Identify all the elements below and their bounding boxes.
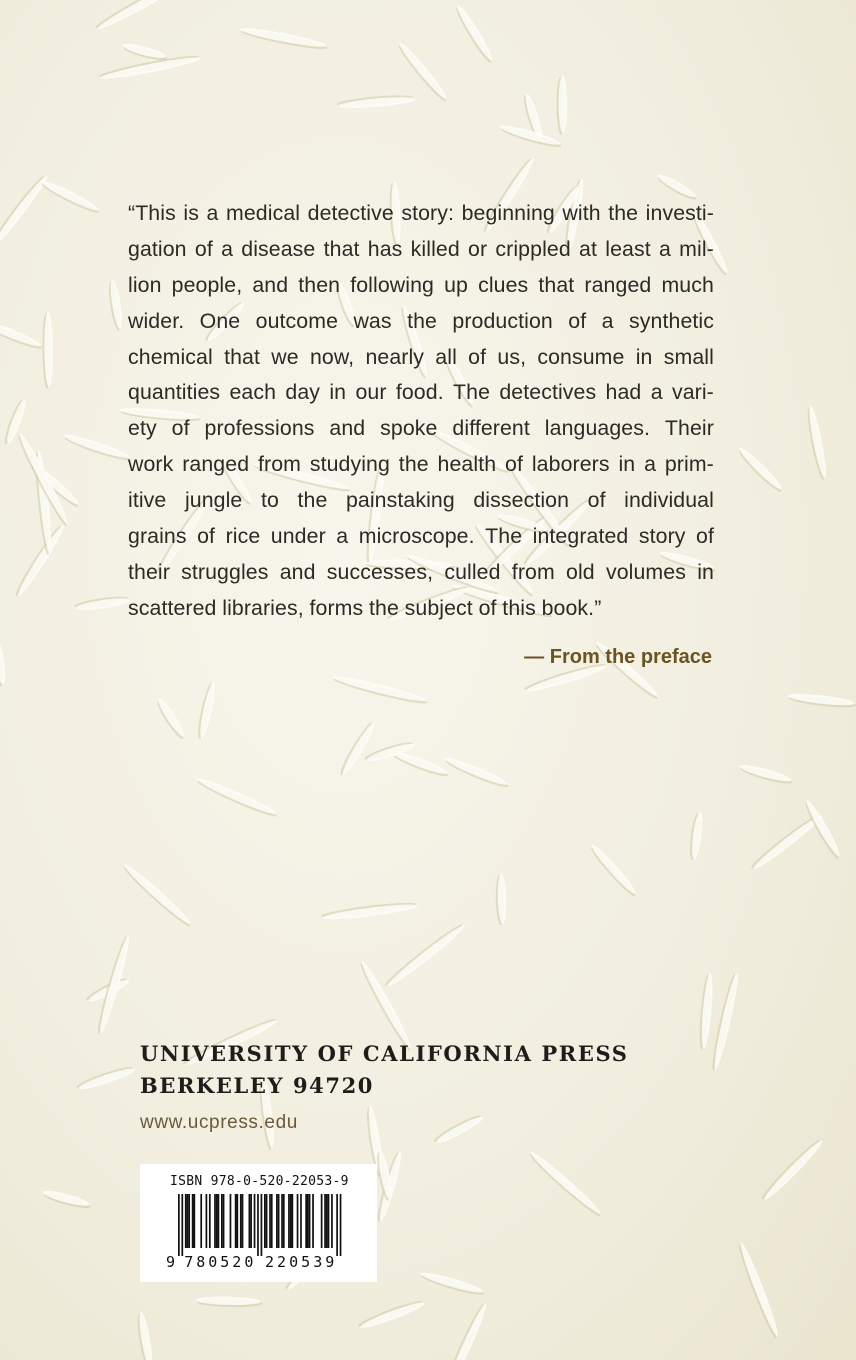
quote-word: a: [658, 236, 671, 261]
quote-word: mil-: [679, 236, 714, 261]
quote-word: grains: [128, 524, 187, 549]
barcode-digit: 5: [220, 1253, 230, 1271]
rice-grain: [441, 1301, 490, 1360]
quote-word: we: [271, 344, 299, 369]
quote-word: health: [437, 452, 497, 477]
quote-word: of: [505, 452, 523, 477]
barcode-digit: 9: [166, 1253, 176, 1271]
quote-word: itive: [128, 488, 167, 513]
quote-word: under: [270, 524, 326, 549]
barcode-bars: [164, 1194, 364, 1278]
barcode-bar: [276, 1194, 278, 1248]
barcode-bar: [266, 1194, 268, 1248]
quote-word: the: [608, 201, 639, 225]
quote-word: painstaking: [345, 488, 455, 513]
barcode-bar: [214, 1194, 216, 1248]
quote-word: now,: [309, 344, 355, 369]
rice-grain: [39, 178, 102, 216]
quote-word: forms: [309, 595, 364, 620]
quote-word: a: [601, 308, 614, 333]
quote-word: food.: [395, 380, 444, 405]
quote-word: day: [285, 380, 321, 405]
rice-grain: [526, 1148, 604, 1219]
rice-grain: [238, 25, 328, 52]
quote-word: individual: [624, 488, 714, 513]
quote-word: of: [197, 524, 216, 549]
quote-word: integrated: [532, 524, 629, 549]
quote-word: in: [697, 559, 714, 584]
barcode-bar: [250, 1194, 252, 1248]
quote-word: studying: [309, 452, 390, 477]
quote-line: [128, 483, 714, 519]
quote-word: subject: [404, 595, 473, 620]
barcode-bar: [300, 1194, 302, 1248]
quote-word: culled: [444, 559, 501, 584]
quote-line: [128, 340, 714, 376]
publisher-block: [140, 1038, 629, 1102]
quote-word: small: [663, 344, 714, 369]
rice-grain: [587, 842, 639, 899]
quote-word: languages.: [544, 416, 651, 441]
barcode-digit: 2: [265, 1253, 275, 1271]
quote-word: much: [661, 272, 714, 297]
quote-word: a: [650, 380, 663, 405]
barcode-bar: [209, 1194, 211, 1248]
rice-grain: [74, 594, 132, 612]
barcode-bar: [309, 1194, 311, 1248]
quote-word: to: [260, 488, 279, 513]
barcode-bar: [312, 1194, 314, 1248]
quote-word: that: [538, 272, 575, 297]
quote-word: The: [453, 380, 491, 405]
quote-word: outcome: [255, 308, 339, 333]
rice-grain: [154, 697, 188, 742]
barcode-bar: [283, 1194, 285, 1248]
quote-word: work: [128, 452, 174, 477]
quote-word: in: [329, 380, 347, 405]
quote-word: quantities: [128, 380, 221, 405]
barcode-bar: [288, 1194, 290, 1248]
barcode-bar: [307, 1194, 309, 1248]
quote-word: of: [194, 236, 213, 261]
quote-word: all: [435, 344, 457, 369]
quote-line: [128, 196, 714, 232]
quote-word: up: [444, 272, 468, 297]
barcode-digit: 2: [232, 1253, 242, 1271]
quote-attribution: — From the preface: [524, 646, 712, 668]
quote-word: microscope.: [358, 524, 475, 549]
quote-word: is: [183, 201, 199, 225]
quote-word: following: [350, 272, 434, 297]
barcode-bar: [230, 1194, 232, 1248]
quote-word: One: [199, 308, 241, 333]
rice-grain: [709, 972, 741, 1072]
barcode-bar: [269, 1194, 271, 1248]
quote-word: prim-: [664, 452, 714, 477]
quote-word: scattered: [128, 595, 217, 620]
quote-line: [128, 591, 714, 627]
quote-word: then: [298, 272, 341, 297]
barcode-bar: [188, 1194, 190, 1248]
quote-word: “This: [128, 201, 176, 225]
barcode-bar: [264, 1194, 266, 1248]
rice-grain: [93, 0, 190, 33]
rice-grain: [195, 681, 218, 740]
quote-word: jungle: [184, 488, 243, 513]
rice-grain: [0, 318, 44, 352]
barcode-bar: [331, 1194, 333, 1248]
barcode-bar: [185, 1194, 187, 1248]
quote-word: libraries,: [222, 595, 304, 620]
quote-line: [128, 519, 714, 555]
quote-word: clues: [478, 272, 529, 297]
publisher-website: www.ucpress.edu: [140, 1112, 298, 1133]
quote-word: beginning: [461, 201, 555, 225]
quote-word: synthetic: [629, 308, 714, 333]
quote-word: this: [502, 595, 536, 620]
barcode-bar: [200, 1194, 202, 1248]
quote-word: medical: [226, 201, 301, 225]
rice-grain: [194, 775, 279, 820]
quote-word: and: [279, 559, 316, 584]
rice-grain: [42, 311, 53, 389]
barcode-bar: [321, 1194, 323, 1248]
quote-word: people,: [171, 272, 243, 297]
rice-grain: [787, 692, 856, 710]
barcode-bar: [254, 1194, 256, 1248]
quote-word: professions: [204, 416, 315, 441]
rice-grain: [556, 75, 567, 135]
quote-word: the: [297, 488, 328, 513]
quote-word: our: [355, 380, 387, 405]
isbn-barcode: [140, 1164, 377, 1282]
rice-grain: [688, 811, 705, 861]
rice-grain: [135, 1311, 155, 1360]
rice-grain: [804, 405, 829, 481]
quote-word: from: [511, 559, 555, 584]
rice-grain: [41, 1188, 92, 1211]
barcode-bar: [221, 1194, 223, 1248]
quote-word: had: [605, 380, 642, 405]
rice-grain: [331, 673, 429, 707]
quote-word: book.”: [541, 595, 602, 620]
quote-word: the: [398, 452, 429, 477]
quote-word: at: [579, 236, 597, 261]
quote-word: story:: [401, 201, 455, 225]
quote-word: crippled: [495, 236, 571, 261]
quote-word: lion: [128, 272, 162, 297]
barcode-bar: [181, 1194, 183, 1256]
quote-word: ety: [128, 416, 157, 441]
quote-word: that: [323, 236, 360, 261]
quote-word: wider.: [128, 308, 185, 333]
quote-word: or: [468, 236, 488, 261]
quote-word: detective: [307, 201, 394, 225]
barcode-digit: 0: [208, 1253, 218, 1271]
rice-grain: [452, 3, 496, 65]
rice-grain: [120, 862, 194, 930]
barcode-bar: [261, 1194, 263, 1256]
barcode-bar: [218, 1194, 220, 1248]
barcode-bar: [278, 1194, 280, 1248]
barcode-bar: [271, 1194, 273, 1248]
barcode-bar: [206, 1194, 208, 1248]
quote-word: ranged: [182, 452, 250, 477]
rice-grain: [395, 40, 451, 104]
barcode-bar: [340, 1194, 342, 1256]
quote-word: laborers: [531, 452, 610, 477]
publisher-city: BERKELEY 94720: [140, 1073, 374, 1098]
rice-grain: [735, 1241, 782, 1340]
quote-word: rice: [225, 524, 261, 549]
quote-word: volumes: [605, 559, 686, 584]
barcode-bar: [324, 1194, 326, 1248]
barcode-bar: [281, 1194, 283, 1248]
barcode-bar: [292, 1194, 294, 1248]
quote-word: us,: [497, 344, 527, 369]
quote-word: the: [368, 595, 399, 620]
rice-grain: [94, 934, 132, 1036]
quote-word: dissection: [473, 488, 570, 513]
quote-word: investi-: [645, 201, 714, 225]
quote-word: that: [224, 344, 261, 369]
rice-grain: [495, 874, 507, 925]
isbn-label: ISBN 978-0-520-22053-9: [170, 1174, 349, 1189]
barcode-bar: [328, 1194, 330, 1248]
quote-word: nearly: [365, 344, 425, 369]
quote-line: [128, 304, 714, 340]
quote-word: production: [452, 308, 553, 333]
quote-word: each: [229, 380, 277, 405]
quote-word: a: [221, 236, 234, 261]
rice-grain: [320, 900, 418, 922]
quote-word: old: [566, 559, 595, 584]
rice-grain: [337, 719, 378, 778]
quote-line: [128, 268, 714, 304]
barcode-bar: [236, 1194, 238, 1248]
barcode-bar: [336, 1194, 338, 1256]
barcode-bar: [257, 1194, 259, 1256]
quote-word: chemical: [128, 344, 213, 369]
quote-word: story: [638, 524, 686, 549]
quote-word: struggles: [181, 559, 269, 584]
barcode-digit: 9: [325, 1253, 335, 1271]
quote-word: of: [587, 488, 606, 513]
barcode-bar: [193, 1194, 195, 1248]
barcode-bar: [297, 1194, 299, 1248]
preface-quote: [128, 196, 714, 627]
quote-word: of: [696, 524, 714, 549]
quote-word: has: [367, 236, 403, 261]
barcode-digit: 2: [277, 1253, 287, 1271]
quote-line: [128, 375, 714, 411]
barcode-bar: [240, 1194, 242, 1248]
rice-grain: [735, 445, 785, 495]
quote-word: in: [618, 452, 636, 477]
quote-word: ranged: [584, 272, 652, 297]
quote-word: spoke: [380, 416, 438, 441]
quote-line: [128, 555, 714, 591]
quote-word: consume: [537, 344, 625, 369]
rice-grain: [106, 279, 124, 331]
rice-grain: [12, 522, 66, 599]
quote-word: detectives: [499, 380, 597, 405]
publisher-name: UNIVERSITY OF CALIFORNIA PRESS: [140, 1041, 629, 1066]
quote-word: The: [485, 524, 523, 549]
barcode-digit: 0: [289, 1253, 299, 1271]
quote-line: [128, 232, 714, 268]
barcode-digit: 5: [301, 1253, 311, 1271]
quote-word: in: [635, 344, 653, 369]
barcode-digit: 8: [196, 1253, 206, 1271]
quote-word: and: [329, 416, 366, 441]
barcode-bar: [290, 1194, 292, 1248]
rice-grain: [432, 1112, 485, 1147]
quote-word: was: [353, 308, 392, 333]
quote-line: [128, 411, 714, 447]
rice-grain: [336, 93, 415, 110]
quote-word: and: [252, 272, 289, 297]
quote-word: with: [562, 201, 601, 225]
quote-word: vari-: [671, 380, 714, 405]
barcode-bar: [216, 1194, 218, 1248]
quote-word: different: [452, 416, 530, 441]
quote-word: gation: [128, 236, 187, 261]
quote-word: their: [128, 559, 170, 584]
quote-word: Their: [664, 416, 714, 441]
barcode-digit: 0: [244, 1253, 254, 1271]
rice-grain: [195, 1296, 262, 1308]
quote-word: successes,: [326, 559, 434, 584]
quote-word: of: [468, 344, 487, 369]
quote-word: least: [605, 236, 651, 261]
barcode-digit: 3: [313, 1253, 323, 1271]
quote-word: a: [644, 452, 657, 477]
quote-word: the: [407, 308, 437, 333]
quote-word: of: [568, 308, 587, 333]
quote-word: of: [478, 595, 497, 620]
barcode-bar: [326, 1194, 328, 1248]
rice-grain: [357, 1297, 427, 1331]
rice-grain: [121, 41, 169, 63]
quote-word: disease: [241, 236, 316, 261]
barcode-bar: [187, 1194, 189, 1248]
quote-word: from: [257, 452, 301, 477]
rice-grain: [0, 640, 7, 687]
barcode-bar: [249, 1194, 251, 1248]
barcode-digit: 7: [184, 1253, 194, 1271]
rice-grain: [759, 1136, 825, 1203]
quote-word: of: [171, 416, 190, 441]
rice-grain: [443, 755, 511, 791]
barcode-bar: [235, 1194, 237, 1248]
rice-grain: [419, 1270, 486, 1298]
quote-word: a: [336, 524, 349, 549]
rice-grain: [382, 920, 467, 990]
rice-grain: [698, 973, 715, 1051]
rice-grain: [738, 762, 794, 787]
barcode-bar: [305, 1194, 307, 1248]
barcode-bar: [192, 1194, 194, 1248]
barcode-bar: [242, 1194, 244, 1248]
quote-line: [128, 447, 714, 483]
rice-grain: [75, 1063, 136, 1093]
barcode-bar: [223, 1194, 225, 1248]
barcode-bar: [178, 1194, 180, 1256]
quote-word: killed: [410, 236, 460, 261]
quote-word: a: [206, 201, 219, 225]
rice-grain: [62, 431, 132, 463]
